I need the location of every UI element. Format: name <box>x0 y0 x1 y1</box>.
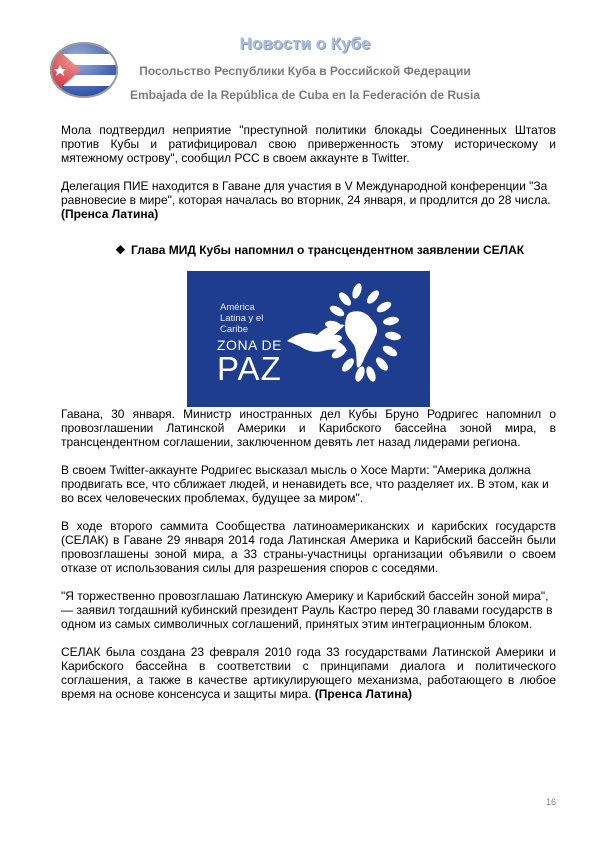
article2-paragraph-5-text: СЕЛАК была создана 23 февраля 2010 года 33 государствами Латинской Америки и Карибского бассейна в соответствии с принципами диалога и политического соглашения, а также в качестве артикулирующего механизма, работающего в любое время на основе консенсуса и защиты мира. <box>61 645 556 701</box>
header-embassy-es: Embajada de la República de Cuba en la Federación de Rusia <box>129 88 481 102</box>
banner-region-text <box>220 302 263 335</box>
banner-line-2: Latina y el <box>220 313 264 324</box>
article2-paragraph-2: В своем Twitter-аккаунте Родригес высказал мысль о Хосе Марти: "Америка должна продвигать все, что сближает людей, и ненавидеть все, что разделяет их. В этом, как и во всех человеческих проблемах, будущее за миром". <box>61 463 549 505</box>
dove-laurel-icon <box>287 279 427 401</box>
article2-paragraph-5 <box>61 645 556 701</box>
article2-paragraph-1: Гавана, 30 января. Министр иностранных дел Кубы Бруно Родригес напомнил о провозглашении Латинской Америки и Карибского бассейна зоной мира, в трансцендентном соглашении, заключенном девять лет назад лидерами региона. <box>61 407 556 449</box>
header-title: Новости о Кубе <box>239 34 371 53</box>
article1-paragraph-2-text: Делегация ПИЕ находится в Гаване для участия в V Международной конференции "За равновесие в мире", которая началась во вторник, 24 января, и продлится до 28 числа. <box>61 179 551 207</box>
header-embassy-ru: Посольство Республики Куба в Российской Федерации <box>139 64 471 78</box>
article1-paragraph-2 <box>61 179 556 221</box>
banner-line-3: Caribe <box>220 324 248 335</box>
article2-paragraph-4: "Я торжественно провозглашаю Латинскую Америку и Карибский бассейн зоной мира", — заявил тогдашний кубинский президент Рауль Кастро перед 30 главами государств в одном из самых символичных соглашений, принятых этим интеграционным блоком. <box>61 589 553 631</box>
source-label: (Пренса Латина) <box>61 207 159 221</box>
article-heading-text: Глава МИД Кубы напомнил о трансцендентном заявлении СЕЛАК <box>131 243 525 257</box>
banner-zona-text: ZONA DE <box>217 337 282 353</box>
source-label: (Пренса Латина) <box>314 687 413 701</box>
article-heading <box>115 243 556 257</box>
article1-paragraph-1: Мола подтвердил неприятие "преступной политики блокады Соединенных Штатов против Кубы и ратифицировал свою приверженность этому историческому и мятежному острову", сообщил РСС в своем аккаунте в Twitter. <box>61 123 556 165</box>
page-number: 16 <box>545 797 556 807</box>
article-body <box>61 123 556 715</box>
zona-de-paz-banner <box>187 271 430 407</box>
banner-line-1: América <box>220 302 255 313</box>
diamond-bullet-icon: ❖ <box>115 243 126 257</box>
banner-paz-text: PAZ <box>217 350 282 387</box>
article2-paragraph-3: В ходе второго саммита Сообщества латиноамериканских и карибских государств (СЕЛАК) в Гаване 29 января 2014 года Латинская Америка и Карибский бассейн были провозглашены зоной мира, а 33 страны-участницы организации объявили о своем отказе от использования силы для разрешения споров с соседями. <box>61 519 556 575</box>
